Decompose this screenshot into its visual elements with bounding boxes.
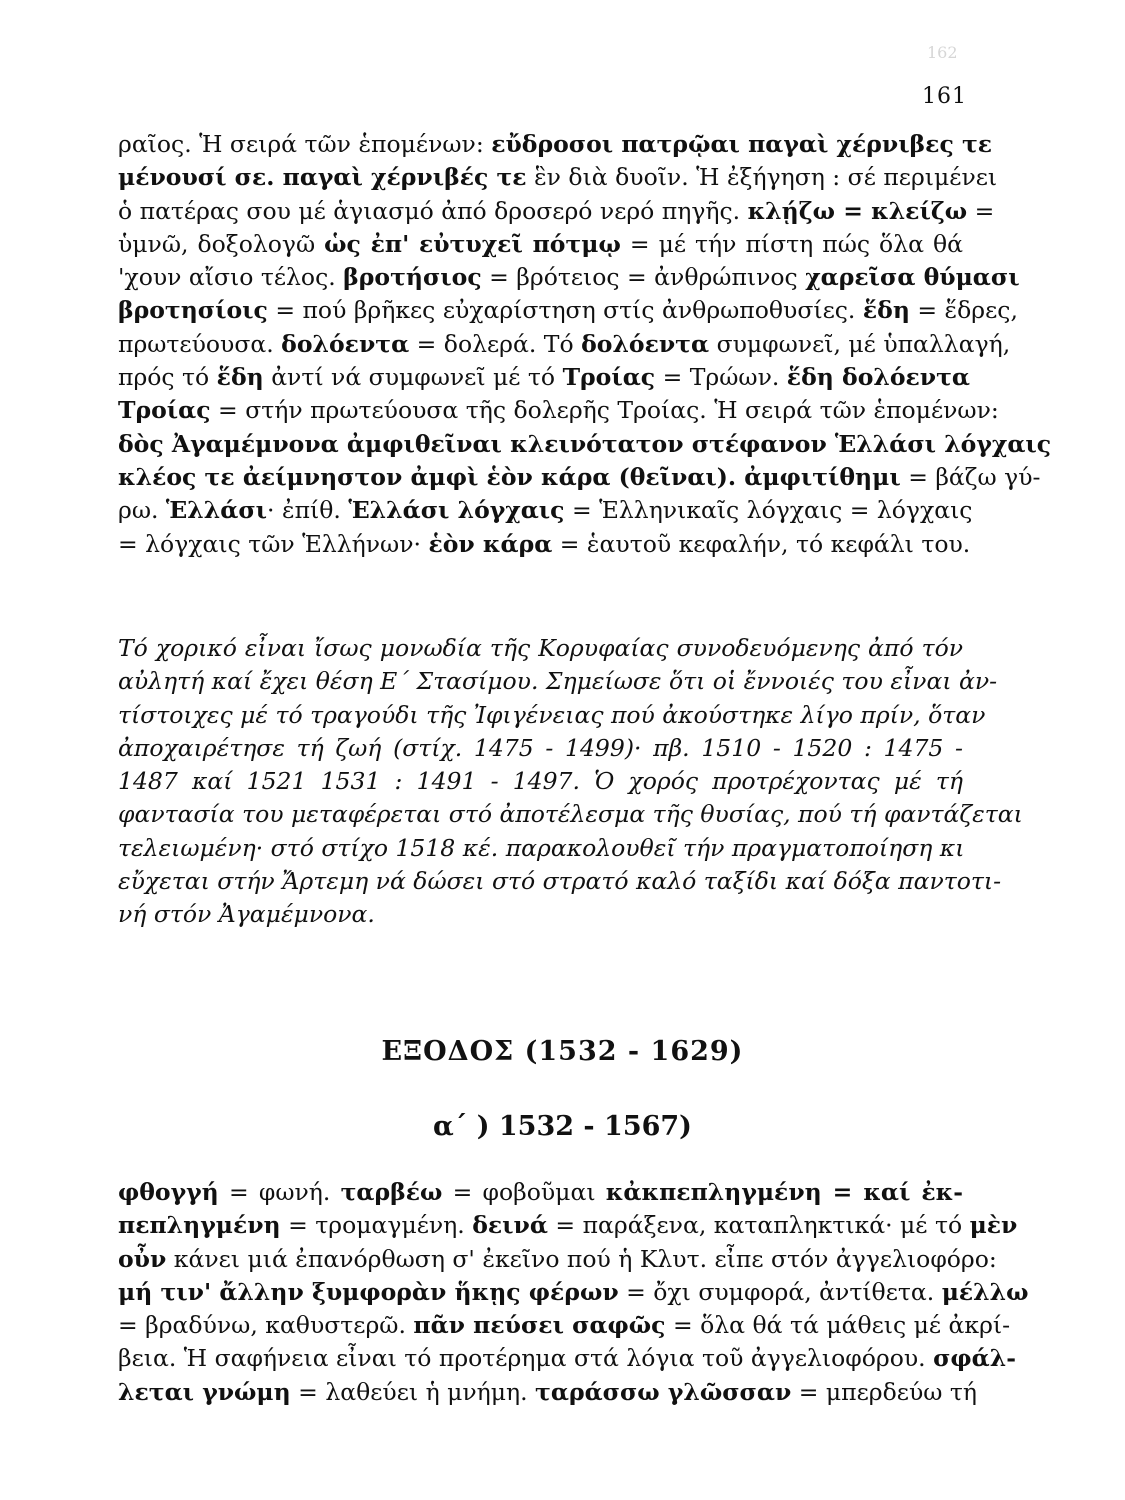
bold-term: Ἑλλάσι λόγχαις [348,496,565,525]
bold-term: ἕδη δολόεντα [786,363,971,392]
bold-term: Τροίας [118,396,211,425]
text-line [118,1309,1011,1342]
bold-term: πᾶν πεύσει σαφῶς [413,1311,666,1340]
text-line [118,361,971,394]
text-run: κάνει μιά ἐπανόρθωση σ' ἐκεῖνο πού ἡ Κλυτ. εἶπε στόν ἀγγελιοφόρο: [166,1244,997,1273]
bold-term: κλέος τε ἀείμνηστον ἀμφὶ ἑὸν κάρα (θεῖναι). ἀμφιτίθημι [118,462,901,491]
bold-term: οὖν [118,1244,167,1273]
bold-term: μὲν [969,1211,1018,1240]
text-run: ἀντί νά συμφωνεῖ μέ τό [263,363,563,392]
text-line: εὔχεται στήν Ἄρτεμη νά δώσει στό στρατό καλό ταξίδι καί δόξα παντοτι- [118,867,1002,896]
bold-term: ταράσσω γλῶσσαν [535,1377,792,1406]
bold-term: χαρεῖσα θύμασι [805,263,1020,292]
text-line [118,161,998,194]
bold-term: δὸς Ἀγαμέμνονα ἀμφιθεῖναι κλεινότατον στέφανον Ἑλλάσι λόγχαις [118,429,1052,458]
text-run: = ὅλα θά τά μάθεις μέ ἀκρί- [665,1311,1011,1340]
bold-term: Τροίας [562,363,656,392]
text-run: πρωτεύουσα. [118,329,282,358]
text-line [118,1176,963,1209]
text-run: = βρότειος = ἀνθρώπινος [481,263,806,292]
bold-term: βροτησίοις [118,296,268,325]
text-line [118,528,971,561]
bold-term: ταρβέω [340,1178,443,1206]
text-run: = τρομαγμένη. [280,1211,473,1240]
text-line: 1487 καί 1521 1531 : 1491 - 1497. Ὁ χορός προτρέχοντας μέ τή [118,767,963,796]
text-run: = ὄχι συμφορά, ἀντίθετα. [618,1277,942,1306]
text-line [118,261,1020,294]
text-run: = Τρώων. [655,363,787,392]
text-run: = [967,196,995,225]
text-run: = Ἑλληνικαῖς λόγχαις = λόγχαις [564,496,973,525]
text-line [118,228,963,261]
text-run: = βάζω γύ- [900,462,1041,491]
text-run: ἓν διὰ δυοῖν. Ἡ ἐξήγηση : σέ περιμένει [526,163,998,192]
bold-term: μή τιν' ἄλλην ξυμφορὰν ἥκῃς φέρων [118,1277,619,1306]
bold-term: πεπληγμένη [118,1211,281,1240]
text-run: ραῖος. Ἡ σειρά τῶν ἑπομένων: [118,130,492,158]
text-line: ἀποχαιρέτησε τή ζωή (στίχ. 1475 - 1499)· πβ. 1510 - 1520 : 1475 - [118,733,963,762]
text-run: · ἐπίθ. [267,496,349,525]
text-run: = δολερά. Τό [409,329,582,358]
italic-commentary-block [118,632,1023,932]
bold-term: δολόεντα [281,329,410,358]
bold-term: ἑὸν κάρα [428,529,553,558]
text-line: τίστοιχες μέ τό τραγούδι τῆς Ἰφιγένειας πού ἀκούστηκε λίγο πρίν, ὅταν [118,700,986,729]
text-run: 'χουν αἴσιο τέλος. [118,263,344,292]
text-run: = μέ τήν πίστη πώς ὅλα θά [620,229,963,258]
bold-term: κλῄζω = κλείζω [747,196,968,225]
text-line [118,1243,997,1276]
text-run: = βραδύνω, καθυστερῶ. [118,1311,414,1340]
section-heading: ΕΞΟΔΟΣ (1532 - 1629) [381,1036,744,1067]
bold-term: φθογγή [118,1178,219,1206]
text-line: νή στόν Ἀγαμέμνονα. [118,900,375,929]
faded-page-number: 162 [927,43,958,62]
text-line [118,1276,1029,1309]
text-run: συμφωνεῖ, μέ ὑπαλλαγή, [709,329,1011,358]
bold-term: ἕδη [862,296,910,325]
text-run: = στήν πρωτεύουσα τῆς δολερῆς Τροίας. Ἡ σειρά τῶν ἑπομένων: [210,396,999,425]
text-run: ρω. [118,496,166,525]
bold-term: μένουσί σε. παγαὶ χέρνιβές τε [118,163,527,192]
text-line: φαντασία του μεταφέρεται στό ἀποτέλεσμα τῆς θυσίας, πού τή φαντάζεται [118,800,1023,829]
page-number: 161 [922,84,967,109]
bold-term: λεται γνώμη [118,1377,291,1406]
text-line [118,128,993,161]
text-run: ὑμνῶ, δοξολογῶ [118,229,325,258]
text-run: = παράξενα, καταπληκτικά· μέ τό [547,1211,970,1240]
text-line: αὐλητή καί ἔχει θέση Ε΄ Στασίμου. Σημείωσε ὅτι οἱ ἔννοιές του εἶναι ἀν- [118,667,998,696]
bold-term: ἕδη [216,363,264,392]
text-run: = λαθεύει ἡ μνήμη. [290,1377,536,1406]
text-line [118,1209,1018,1242]
bold-term: εὔδροσοι πατρῷαι παγαὶ χέρνιβες τε [491,130,993,158]
text-run: = ἑαυτοῦ κεφαλήν, τό κεφάλι του. [552,529,971,558]
text-run: = φοβοῦμαι [442,1178,606,1206]
bold-term: Ἑλλάσι [165,496,268,525]
text-line [118,494,973,527]
text-line [118,461,1041,494]
bold-term: κἀκπεπληγμένη = καί ἐκ- [605,1178,963,1206]
text-run: = ἕδρες, [909,296,1018,325]
text-line: Τό χορικό εἶναι ἴσως μονωδία τῆς Κορυφαίας συνοδευόμενης ἀπό τόν [118,634,963,662]
text-run: = μπερδεύω τή [791,1377,977,1406]
commentary-block-1 [118,128,1052,561]
text-line [118,294,1018,327]
commentary-block-2 [118,1176,1029,1409]
text-line [118,428,1052,461]
text-run: πρός τό [118,363,217,392]
bold-term: σφάλ- [933,1344,1016,1373]
text-run: βεια. Ἡ σαφήνεια εἶναι τό προτέρημα στά λόγια τοῦ ἀγγελιοφόρου. [118,1344,934,1373]
text-line [118,1376,977,1409]
text-line [118,328,1011,361]
text-line: τελειωμένη· στό στίχο 1518 κέ. παρακολουθεῖ τήν πραγματοποίηση κι [118,833,965,862]
text-run: = φωνή. [218,1178,341,1206]
text-run: = λόγχαις τῶν Ἑλλήνων· [118,529,429,558]
bold-term: δολόεντα [581,329,710,358]
text-line [118,394,999,427]
bold-term: μέλλω [941,1277,1029,1306]
text-line [118,195,995,228]
text-run: ὁ πατέρας σου μέ ἁγιασμό ἀπό δροσερό νερό πηγῆς. [118,196,748,225]
bold-term: δεινά [472,1211,548,1240]
bold-term: ὡς ἐπ' εὐτυχεῖ πότμῳ [324,229,621,258]
text-line [118,1342,1016,1375]
subsection-heading: α΄ ) 1532 - 1567) [433,1111,692,1142]
bold-term: βροτήσιος [343,263,482,292]
text-run: = πού βρῆκες εὐχαρίστηση στίς ἀνθρωποθυσίες. [267,296,863,325]
